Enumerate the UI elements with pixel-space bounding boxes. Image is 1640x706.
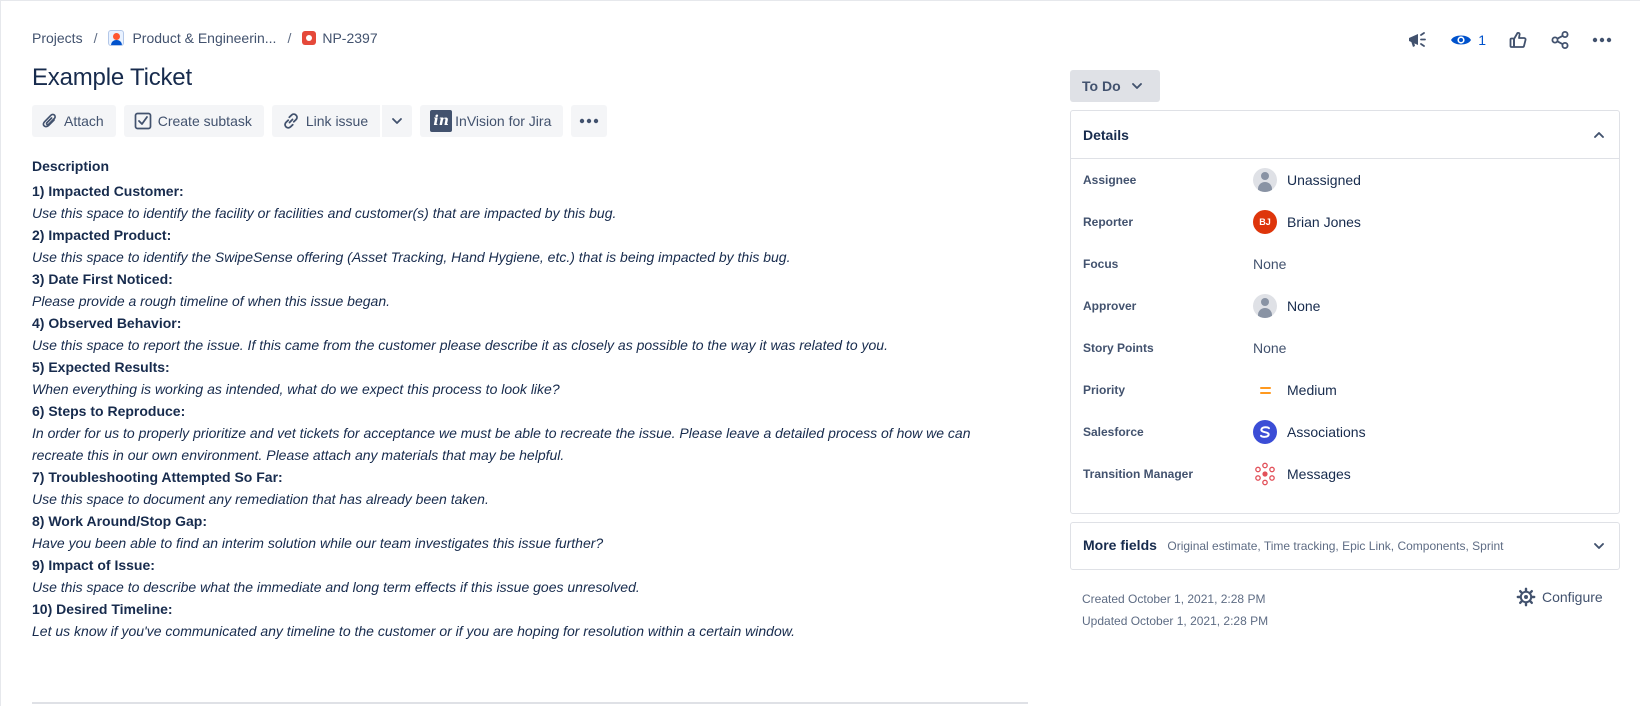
chevron-down-icon <box>1131 82 1143 90</box>
reporter-name: Brian Jones <box>1287 214 1361 230</box>
link-issue-split-button <box>272 105 412 137</box>
description-answer: When everything is working as intended, what do we expect this process to look like? <box>32 381 560 397</box>
watch-button[interactable] <box>1444 26 1492 54</box>
description-question: 8) Work Around/Stop Gap: <box>32 513 207 529</box>
issue-toolbar <box>32 105 615 137</box>
description-question: 10) Desired Timeline: <box>32 601 173 617</box>
more-fields-expander[interactable] <box>1070 522 1620 570</box>
share-icon <box>1550 30 1570 50</box>
breadcrumb <box>32 30 378 46</box>
description-body[interactable] <box>32 180 1012 642</box>
chevron-down-icon <box>391 117 403 125</box>
transition-manager-logo-icon <box>1253 462 1277 486</box>
field-reporter <box>1083 207 1603 237</box>
megaphone-icon <box>1406 30 1428 50</box>
priority-medium-icon <box>1253 387 1277 394</box>
description-answer: In order for us to properly prioritize and vet tickets for acceptance we must be able to recreate the issue. Please leave a detailed process of how we can recreate this in our own environment. Please attach any materials that may be helpful. <box>32 425 971 463</box>
priority-label: Medium <box>1287 382 1337 398</box>
field-label: Reporter <box>1083 215 1134 229</box>
avatar <box>1253 294 1277 318</box>
description-question: 5) Expected Results: <box>32 359 170 375</box>
focus-value[interactable]: None <box>1253 256 1287 272</box>
field-story-points <box>1083 333 1603 363</box>
salesforce-logo-icon <box>1253 420 1277 444</box>
more-actions-button[interactable] <box>1586 26 1618 54</box>
description-question: 2) Impacted Product: <box>32 227 172 243</box>
paperclip-icon <box>42 112 58 130</box>
story-points-value[interactable]: None <box>1253 340 1287 356</box>
section-divider <box>32 702 1028 704</box>
description-question: 7) Troubleshooting Attempted So Far: <box>32 469 283 485</box>
bug-icon <box>302 31 316 45</box>
field-transition-manager <box>1083 459 1603 489</box>
more-horizontal-icon <box>579 118 599 124</box>
field-focus <box>1083 249 1603 279</box>
chevron-up-icon <box>1593 131 1605 139</box>
avatar: BJ <box>1253 210 1277 234</box>
field-label: Assignee <box>1083 173 1137 187</box>
gear-icon <box>1516 587 1536 607</box>
breadcrumb-issue-link[interactable] <box>302 30 377 46</box>
link-issue-button[interactable] <box>272 105 380 137</box>
create-subtask-label: Create subtask <box>157 113 252 129</box>
breadcrumb-project-link[interactable] <box>108 30 276 46</box>
description-item <box>32 312 1012 356</box>
invision-button[interactable] <box>420 105 563 137</box>
attach-button[interactable] <box>32 105 116 137</box>
details-header[interactable] <box>1071 111 1619 159</box>
invision-logo-icon: in <box>430 110 452 132</box>
description-item <box>32 400 1012 466</box>
description-heading: Description <box>32 158 110 174</box>
share-button[interactable] <box>1544 26 1576 54</box>
field-label: Approver <box>1083 299 1137 313</box>
description-item <box>32 268 1012 312</box>
breadcrumb-project-label: Product & Engineerin... <box>132 30 277 46</box>
breadcrumb-projects-link[interactable]: Projects <box>32 30 83 46</box>
description-question: 3) Date First Noticed: <box>32 271 173 287</box>
issue-timestamps <box>1082 588 1268 632</box>
breadcrumb-separator: / <box>287 30 292 46</box>
created-timestamp: Created October 1, 2021, 2:28 PM <box>1082 592 1266 606</box>
field-label: Focus <box>1083 257 1119 271</box>
field-salesforce <box>1083 417 1603 447</box>
approver-name: None <box>1287 298 1321 314</box>
updated-timestamp: Updated October 1, 2021, 2:28 PM <box>1082 614 1269 628</box>
priority-value[interactable] <box>1253 382 1337 398</box>
configure-button[interactable] <box>1516 587 1603 607</box>
description-answer: Have you been able to find an interim solution while our team investigates this issue further? <box>32 535 604 551</box>
description-section <box>32 158 1012 642</box>
description-item <box>32 510 1012 554</box>
configure-label: Configure <box>1542 589 1603 605</box>
description-item <box>32 466 1012 510</box>
approver-value[interactable] <box>1253 294 1320 318</box>
feedback-button[interactable] <box>1400 26 1434 54</box>
salesforce-label: Associations <box>1287 424 1366 440</box>
details-heading: Details <box>1083 126 1129 143</box>
more-fields-title: More fields <box>1083 537 1157 553</box>
project-avatar-icon <box>108 30 124 46</box>
breadcrumb-separator: / <box>93 30 98 46</box>
field-label: Salesforce <box>1083 425 1144 439</box>
description-answer: Use this space to identify the SwipeSense offering (Asset Tracking, Hand Hygiene, etc.) that is being impacted by this bug. <box>32 249 791 265</box>
toolbar-more-button[interactable] <box>571 105 607 137</box>
issue-actions-bar <box>1390 26 1618 54</box>
description-answer: Use this space to report the issue. If this came from the customer please describe it as closely as possible to the way it was related to you. <box>32 337 888 353</box>
subtask-icon <box>134 112 152 130</box>
description-answer: Use this space to describe what the immediate and long term effects if this issue goes unresolved. <box>32 579 640 595</box>
description-answer: Use this space to document any remediation that has already been taken. <box>32 491 489 507</box>
description-item <box>32 356 1012 400</box>
breadcrumb-issue-key: NP-2397 <box>322 30 378 46</box>
status-label: To Do <box>1082 78 1121 94</box>
field-label: Priority <box>1083 383 1126 397</box>
description-answer: Use this space to identify the facility or facilities and customer(s) that are impacted by this bug. <box>32 205 617 221</box>
field-assignee <box>1083 165 1603 195</box>
description-item <box>32 180 1012 224</box>
field-approver <box>1083 291 1603 321</box>
eye-icon <box>1450 32 1472 48</box>
field-label: Transition Manager <box>1083 467 1194 481</box>
transition-manager-label: Messages <box>1287 466 1351 482</box>
field-priority <box>1083 375 1603 405</box>
description-question: 4) Observed Behavior: <box>32 315 182 331</box>
status-dropdown-button[interactable] <box>1070 70 1160 102</box>
attach-label: Attach <box>64 113 104 129</box>
issue-title[interactable]: Example Ticket <box>32 64 192 91</box>
field-label: Story Points <box>1083 341 1154 355</box>
description-item <box>32 554 1012 598</box>
chevron-down-icon <box>1593 542 1605 550</box>
description-item <box>32 224 1012 268</box>
thumbs-up-icon <box>1508 30 1528 50</box>
description-question: 6) Steps to Reproduce: <box>32 403 186 419</box>
link-issue-dropdown-button[interactable] <box>382 105 412 137</box>
description-question: 1) Impacted Customer: <box>32 183 184 199</box>
description-answer: Let us know if you've communicated any timeline to the customer or if you are hoping for resolution within a certain window. <box>32 623 795 639</box>
description-answer: Please provide a rough timeline of when this issue began. <box>32 293 390 309</box>
description-question: 9) Impact of Issue: <box>32 557 155 573</box>
link-icon <box>282 112 300 130</box>
reporter-value[interactable] <box>1253 210 1361 234</box>
assignee-name: Unassigned <box>1287 172 1361 188</box>
assignee-value[interactable] <box>1253 168 1361 192</box>
transition-manager-value[interactable] <box>1253 462 1351 486</box>
vote-button[interactable] <box>1502 26 1534 54</box>
create-subtask-button[interactable] <box>124 105 264 137</box>
more-fields-subtitle: Original estimate, Time tracking, Epic Link, Components, Sprint <box>1167 539 1504 553</box>
avatar <box>1253 168 1277 192</box>
salesforce-value[interactable] <box>1253 420 1366 444</box>
details-panel <box>1070 110 1620 514</box>
watch-count: 1 <box>1478 32 1486 48</box>
invision-label: InVision for Jira <box>455 113 552 129</box>
description-item <box>32 598 1012 642</box>
more-horizontal-icon <box>1592 37 1612 43</box>
link-issue-label: Link issue <box>305 113 369 129</box>
